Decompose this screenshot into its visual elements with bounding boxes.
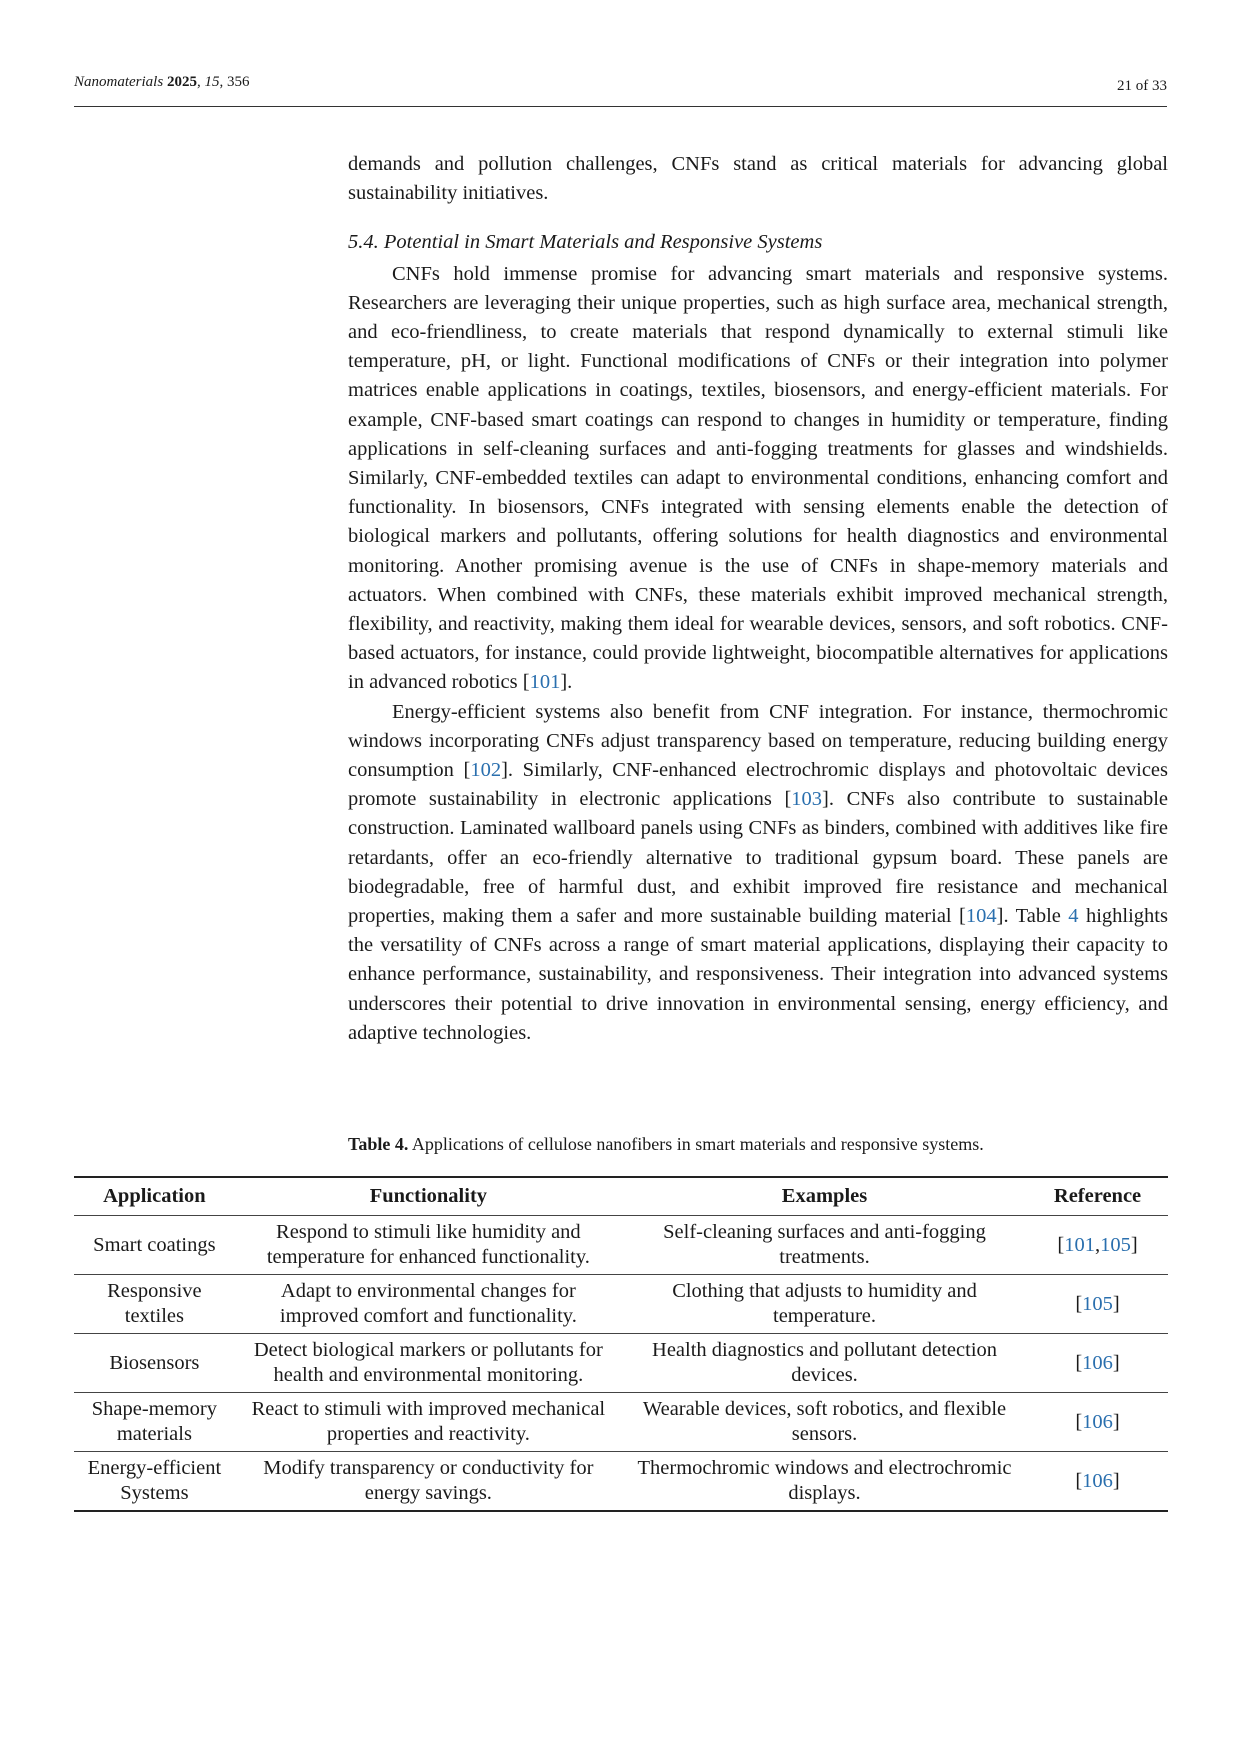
citation-link[interactable]: 101 xyxy=(529,671,561,694)
cell-application: Biosensors xyxy=(74,1334,235,1393)
applications-table xyxy=(74,1176,1168,1512)
cell-functionality: React to stimuli with improved mechanical properties and reactivity. xyxy=(235,1393,622,1452)
paragraph-text: ]. Similarly, CNF-enhanced electrochromic displays and photovoltaic devices promote sustainability in electronic applications [ xyxy=(348,759,1168,811)
citation-link[interactable]: 106 xyxy=(1082,1469,1113,1492)
table-row xyxy=(74,1393,1168,1452)
column-header-application: Application xyxy=(74,1177,235,1216)
cell-application: Shape-memory materials xyxy=(74,1393,235,1452)
cell-application: Responsive textiles xyxy=(74,1275,235,1334)
bracket: [ xyxy=(1075,1351,1083,1374)
table-header-row xyxy=(74,1177,1168,1216)
table-link[interactable]: 4 xyxy=(1068,905,1079,928)
cell-application: Energy-efficient Systems xyxy=(74,1452,235,1512)
bracket: ] xyxy=(1112,1410,1120,1433)
journal-citation: Nanomaterials 2025, 15, 356 xyxy=(74,74,250,90)
cell-reference xyxy=(1027,1452,1168,1512)
column-header-functionality: Functionality xyxy=(235,1177,622,1216)
paragraph-smart-materials xyxy=(348,260,1168,698)
cell-examples: Wearable devices, soft robotics, and flexible sensors. xyxy=(622,1393,1027,1452)
bracket: ] xyxy=(1112,1292,1120,1315)
paragraph-energy-efficient xyxy=(348,698,1168,1048)
citation-link[interactable]: 104 xyxy=(965,905,997,928)
paragraph-text: highlights the versatility of CNFs across a range of smart material applications, displaying their capacity to enhance performance, sustainability, and responsiveness. Their integration into advanced systems underscores their potential to drive innovation in environmental sensing, energy efficiency, and adaptive technologies. xyxy=(348,905,1168,1044)
paragraph-text: ]. Table xyxy=(996,905,1069,928)
bracket: [ xyxy=(1075,1292,1083,1315)
journal-name: Nanomaterials xyxy=(74,74,164,90)
section-title: 5.4. Potential in Smart Materials and Responsive Systems xyxy=(348,231,823,254)
separator: , xyxy=(1094,1233,1101,1256)
paragraph-text: Energy-efficient systems also benefit from CNF integration. For instance, thermochromic windows incorporating CNFs adjust transparency based on temperature, reducing building energy consumption [ xyxy=(348,700,1168,782)
citation-link[interactable]: 105 xyxy=(1100,1233,1131,1256)
column-header-reference: Reference xyxy=(1027,1177,1168,1216)
cell-reference xyxy=(1027,1334,1168,1393)
bracket: ] xyxy=(1112,1469,1120,1492)
cell-functionality: Detect biological markers or pollutants for health and environmental monitoring. xyxy=(235,1334,622,1393)
cell-functionality: Adapt to environmental changes for improved comfort and functionality. xyxy=(235,1275,622,1334)
cell-functionality: Respond to stimuli like humidity and temperature for enhanced functionality. xyxy=(235,1216,622,1275)
cell-reference xyxy=(1027,1216,1168,1275)
journal-year: 2025 xyxy=(166,74,197,90)
column-header-examples: Examples xyxy=(622,1177,1027,1216)
citation-link[interactable]: 101 xyxy=(1064,1233,1095,1256)
citation-link[interactable]: 103 xyxy=(791,788,823,811)
paragraph-text: ]. CNFs also contribute to sustainable construction. Laminated wallboard panels using CNFs as binders, combined with additives like fire retardants, offer an eco-friendly alternative to traditional gypsum board. These panels are biodegradable, free of harmful dust, and exhibit improved fire resistance and mechanical properties, making them a safer and more sustainable building material [ xyxy=(348,788,1168,928)
table-row xyxy=(74,1334,1168,1393)
article-number: 356 xyxy=(226,74,250,90)
table-caption-label: Table 4. xyxy=(348,1134,409,1154)
table-row xyxy=(74,1452,1168,1512)
page-number: 21 of 33 xyxy=(1117,78,1167,94)
paragraph-continuation: demands and pollution challenges, CNFs stand as critical materials for advancing global sustainability initiatives. xyxy=(348,153,1168,205)
bracket: [ xyxy=(1075,1410,1083,1433)
paragraph-text: ]. xyxy=(560,671,573,694)
citation-link[interactable]: 106 xyxy=(1082,1351,1113,1374)
cell-examples: Thermochromic windows and electrochromic displays. xyxy=(622,1452,1027,1512)
cell-examples: Self-cleaning surfaces and anti-fogging treatments. xyxy=(622,1216,1027,1275)
cell-reference xyxy=(1027,1393,1168,1452)
citation-link[interactable]: 106 xyxy=(1082,1410,1113,1433)
cell-reference xyxy=(1027,1275,1168,1334)
cell-application: Smart coatings xyxy=(74,1216,235,1275)
citation-link[interactable]: 105 xyxy=(1082,1292,1113,1315)
table-row xyxy=(74,1216,1168,1275)
bracket: ] xyxy=(1130,1233,1138,1256)
bracket: ] xyxy=(1112,1351,1120,1374)
table-caption xyxy=(348,1134,1168,1155)
page-header xyxy=(74,72,1167,107)
table-row xyxy=(74,1275,1168,1334)
body-text xyxy=(348,150,1168,1048)
citation-link[interactable]: 102 xyxy=(470,759,502,782)
cell-examples: Health diagnostics and pollutant detection devices. xyxy=(622,1334,1027,1393)
bracket: [ xyxy=(1057,1233,1065,1256)
bracket: [ xyxy=(1075,1469,1083,1492)
table-caption-text: Applications of cellulose nanofibers in smart materials and responsive systems. xyxy=(408,1134,984,1154)
paragraph-text: CNFs hold immense promise for advancing smart materials and responsive systems. Researchers are leveraging their unique properties, such as high surface area, mechanical strength, and eco-friendliness, to create materials that respond dynamically to external stimuli like temperature, pH, or light. Functional modifications of CNFs or their integration into polymer matrices enable applications in coatings, textiles, biosensors, and energy-efficient materials. For example, CNF-based smart coatings can respond to changes in humidity or temperature, finding applications in self-cleaning surfaces and anti-fogging treatments for glasses and windshields. Similarly, CNF-embedded textiles can adapt to environmental conditions, enhancing comfort and functionality. In biosensors, CNFs integrated with sensing elements enable the detection of biological markers and pollutants, offering solutions for health diagnostics and environmental monitoring. Another promising avenue is the use of CNFs in shape-memory materials and actuators. When combined with CNFs, these materials exhibit improved mechanical strength, flexibility, and reactivity, making them ideal for wearable devices, sensors, and soft robotics. CNF-based actuators, for instance, could provide lightweight, biocompatible alternatives for applications in advanced robotics [ xyxy=(348,262,1168,694)
cell-examples: Clothing that adjusts to humidity and temperature. xyxy=(622,1275,1027,1334)
journal-volume: 15 xyxy=(204,74,220,90)
cell-functionality: Modify transparency or conductivity for energy savings. xyxy=(235,1452,622,1512)
